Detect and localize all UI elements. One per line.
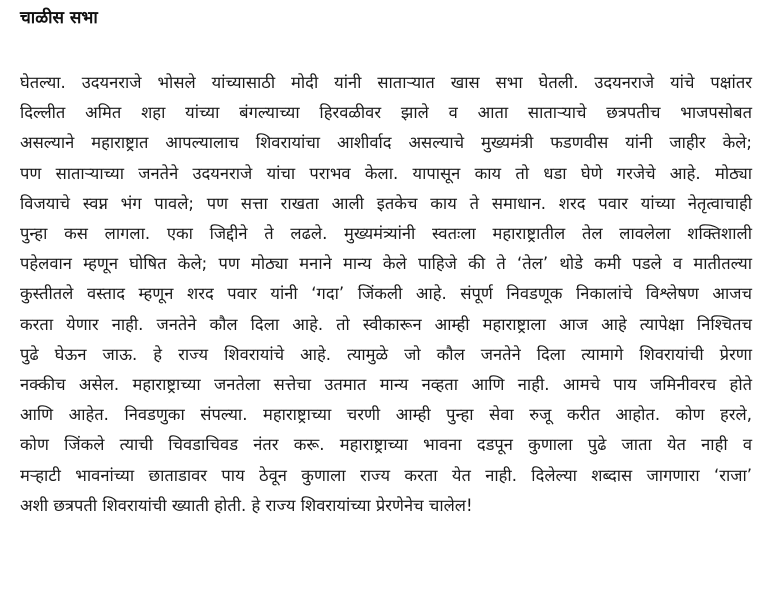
paragraph-line: पुढे घेऊन जाऊ. हे राज्य शिवरायांचे आहे. त्यामुळे जो कौल जनतेने दिला त्यामागे शिवरायांची प्रेरणा xyxy=(20,344,752,364)
paragraph-line: पुन्हा कस लागला. एका जिद्दीने ते लढले. मुख्यमंत्र्यांनी स्वतःला महाराष्ट्रातील तेल लावलेला शक्तिशाली xyxy=(20,224,752,244)
paragraph-line: नक्कीच असेल. महाराष्ट्राच्या जनतेला सत्तेचा उतमात मान्य नव्हता आणि नाही. आमचे पाय जमिनीवरच होते xyxy=(20,375,752,395)
paragraph-line: कोण जिंकले त्याची चिवडाचिवड नंतर करू. महाराष्ट्राच्या भावना दडपून कुणाला पुढे जाता येत नाही व xyxy=(20,435,752,455)
article xyxy=(20,6,752,521)
article-paragraph xyxy=(20,68,752,521)
paragraph-line: दिल्लीत अमित शहा यांच्या बंगल्याच्या हिरवळीवर झाले व आता साताऱ्याचे छत्रपतीच भाजपसोबत xyxy=(20,103,752,123)
article-heading: चाळीस सभा xyxy=(20,8,98,28)
paragraph-line: मऱ्हाटी भावनांच्या छाताडावर पाय ठेवून कुणाला राज्य करता येत नाही. दिलेल्या शब्दास जागणारा ‘राजा’ xyxy=(20,465,752,485)
paragraph-line: घेतल्या. उदयनराजे भोसले यांच्यासाठी मोदी यांनी साताऱ्यात खास सभा घेतली. उदयनराजे यांचे पक्षांतर xyxy=(20,73,752,92)
paragraph-line: करता येणार नाही. जनतेने कौल दिला आहे. तो स्वीकारून आम्ही महाराष्ट्राला आज आहे त्यापेक्षा निश्चितच xyxy=(20,314,752,334)
paragraph-line: असल्याने महाराष्ट्रात आपल्यालाच शिवरायांचा आशीर्वाद असल्याचे मुख्यमंत्री फडणवीस यांनी जाहीर केले; xyxy=(20,133,752,153)
paragraph-line: आणि आहेत. निवडणुका संपल्या. महाराष्ट्राच्या चरणी आम्ही पुन्हा सेवा रुजू करीत आहोत. कोण हरले, xyxy=(20,405,752,425)
paragraph-line: विजयाचे स्वप्न भंग पावले; पण सत्ता राखता आली इतकेच काय ते समाधान. शरद पवार यांच्या नेतृत्वाचाही xyxy=(20,193,752,213)
paragraph-line: पहेलवान म्हणून घोषित केले; पण मोठ्या मनाने मान्य केले पाहिजे की ते ‘तेल’ थोडे कमी पडले व मातीतल्या xyxy=(20,254,752,274)
paragraph-line: अशी छत्रपती शिवरायांची ख्याती होती. हे राज्य शिवरायांच्या प्रेरणेनेच चालेल! xyxy=(20,495,473,515)
paragraph-line: पण साताऱ्याच्या जनतेने उदयनराजे यांचा पराभव केला. यापासून काय तो धडा घेणे गरजेचे आहे. मोठ्या xyxy=(20,163,752,183)
paragraph-line: कुस्तीतले वस्ताद म्हणून शरद पवार यांनी ‘गदा’ जिंकली आहे. संपूर्ण निवडणूक निकालांचे विश्लेषण आजच xyxy=(20,284,752,304)
